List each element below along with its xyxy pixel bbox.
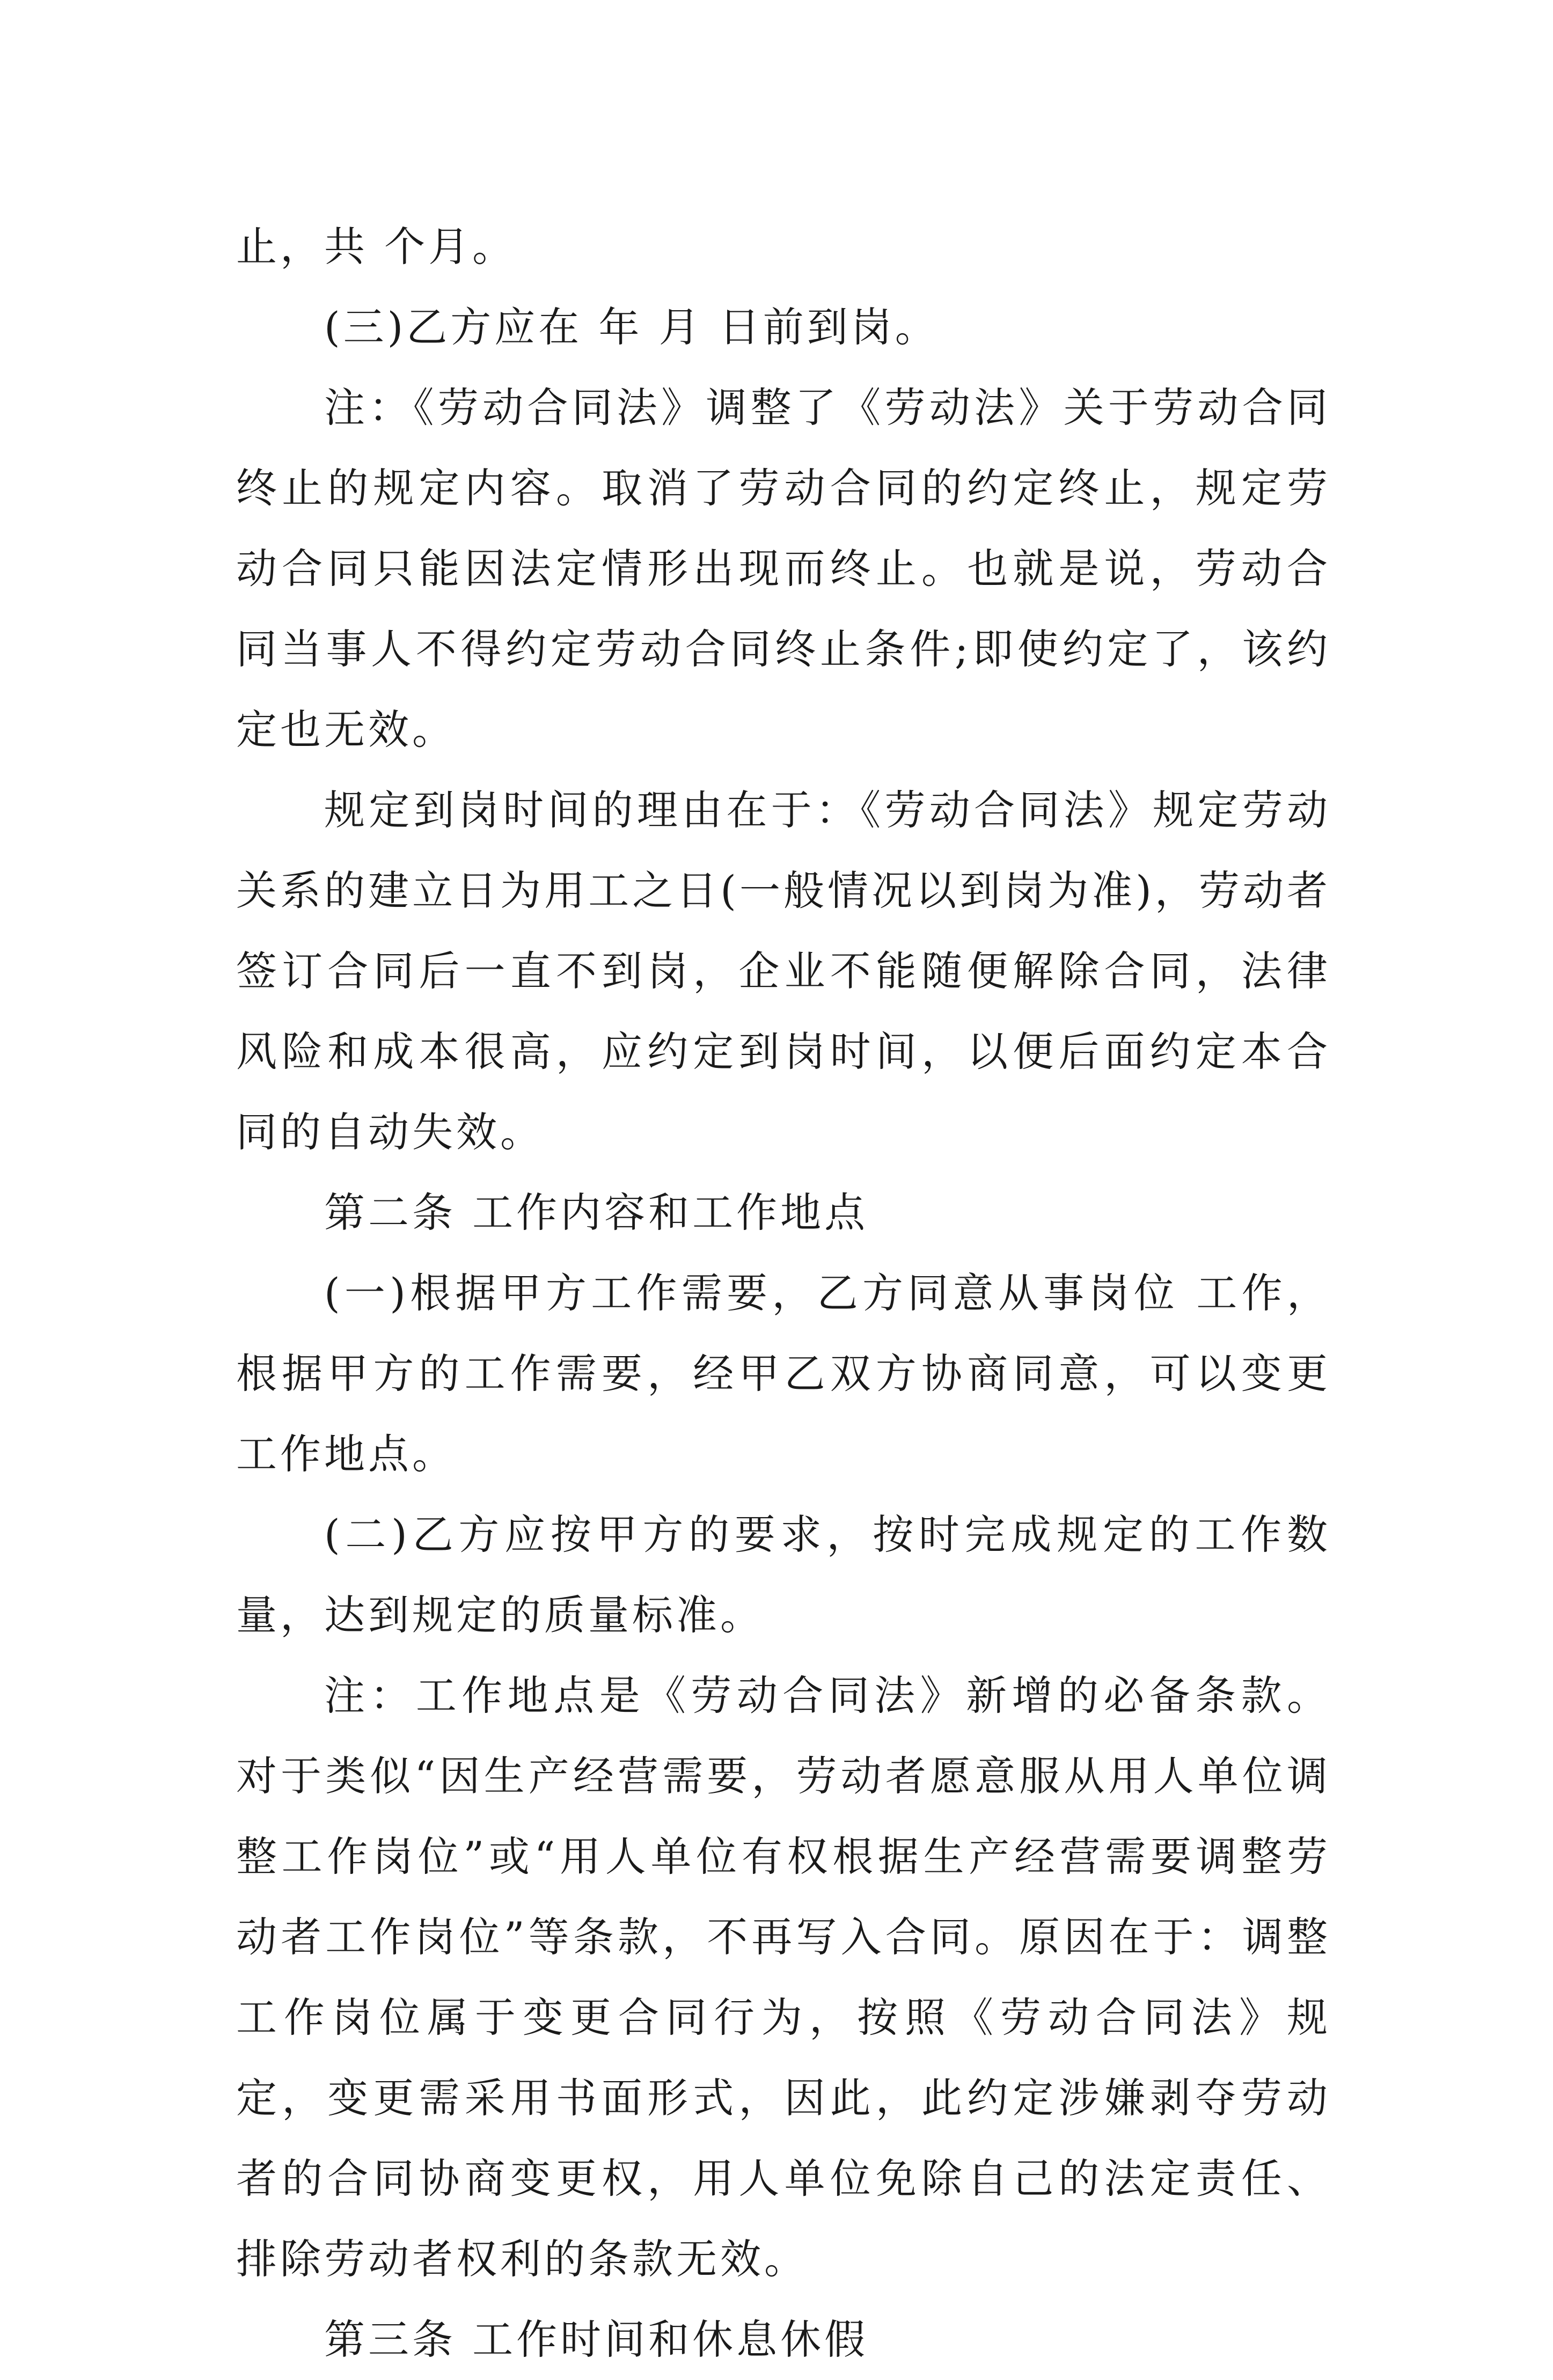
paragraph-report-reason: 规定到岗时间的理由在于：《劳动合同法》规定劳动关系的建立日为用工之日(一般情况以到岗为准)，劳动者签订合同后一直不到岗，企业不能随便解除合同，法律风险和成本很高，应约定到岗时间，以便后面约定本合同的自动失效。: [236, 786, 1331, 1156]
paragraph-job-position: (一)根据甲方工作需要，乙方同意从事岗位 工作， 根据甲方的工作需要，经甲乙双方协商同意，可以变更工作地点。: [236, 1269, 1331, 1478]
paragraph-report-date: (三)乙方应在 年 月 日前到岗。: [324, 303, 939, 351]
paragraph-term-end: 止，共 个月。: [236, 223, 517, 270]
paragraph-work-requirements: (二)乙方应按甲方的要求，按时完成规定的工作数量，达到规定的质量标准。: [236, 1511, 1331, 1639]
article-2-heading: 第二条 工作内容和工作地点: [324, 1189, 869, 1236]
paragraph-note-workplace: 注：工作地点是《劳动合同法》新增的必备条款。对于类似“因生产经营需要，劳动者愿意服从用人单位调整工作岗位”或“用人单位有权根据生产经营需要调整劳动者工作岗位”等条款，不再写入合同。原因在于：调整工作岗位属于变更合同行为，按照《劳动合同法》规定，变更需采用书面形式，因此，此约定涉嫌剥夺劳动者的合同协商变更权，用人单位免除自己的法定责任、排除劳动者权利的条款无效。: [236, 1672, 1331, 2283]
document-body: [236, 207, 1331, 2380]
article-3-heading: 第三条 工作时间和休息休假: [324, 2316, 869, 2363]
paragraph-note-termination: 注：《劳动合同法》调整了《劳动法》关于劳动合同终止的规定内容。取消了劳动合同的约定终止，规定劳动合同只能因法定情形出现而终止。也就是说，劳动合同当事人不得约定劳动合同终止条件;即使约定了，该约定也无效。: [236, 384, 1331, 753]
